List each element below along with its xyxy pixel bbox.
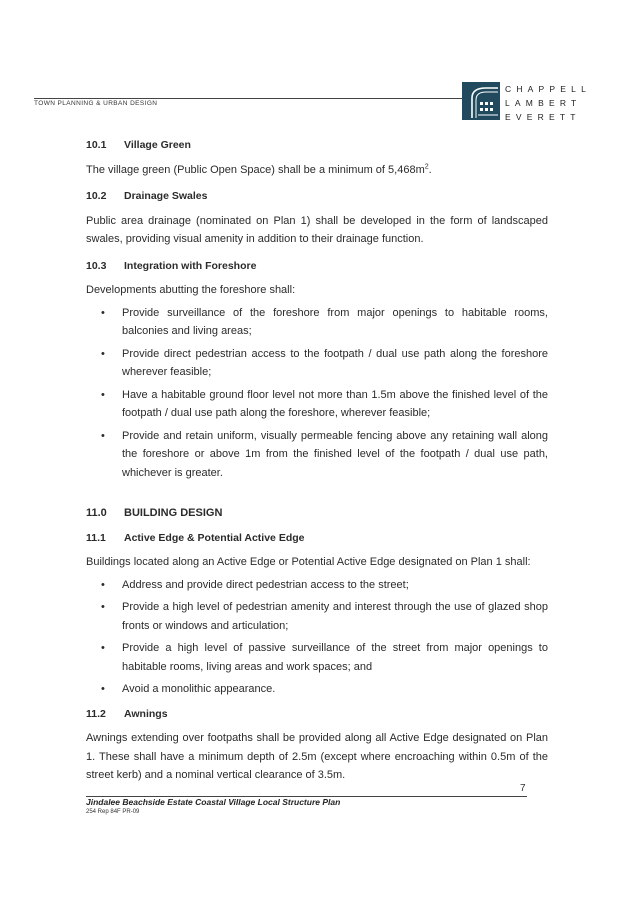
list-item: • Provide and retain uniform, visually permeable fencing above any retaining wall along the foreshore or above 1m from the finished level of the footpath / dual use path, whichever is greater. xyxy=(86,427,548,483)
section-title: Active Edge & Potential Active Edge xyxy=(124,531,305,544)
paragraph-awnings: Awnings extending over footpaths shall be provided along all Active Edge designated on Plan 1. These shall have a minimum depth of 2.5m (except where encroaching within 0.5m of the street kerb) and a nominal vertical clearance of 3.5m. xyxy=(86,732,548,781)
section-number: 11.0 xyxy=(86,507,107,519)
paragraph-text: The village green (Public Open Space) shall be a minimum of 5,468m xyxy=(86,163,425,176)
section-number: 10.3 xyxy=(86,259,107,272)
section-title: Village Green xyxy=(124,139,191,151)
list-item: • Provide a high level of passive surveillance of the street from major openings to habitable rooms, living areas and work spaces; and xyxy=(86,639,548,676)
section-title: Integration with Foreshore xyxy=(124,259,257,272)
brand-line-1: CHAPPELL xyxy=(505,84,592,94)
section-heading-10-1 xyxy=(86,136,548,155)
paragraph-foreshore-intro: Developments abutting the foreshore shall: xyxy=(86,284,296,296)
page-number: 7 xyxy=(520,783,526,794)
footer-reference: 254 Rep 84F PR-09 xyxy=(86,809,140,815)
section-number: 10.2 xyxy=(86,190,107,202)
section-heading-10-3 xyxy=(86,257,548,276)
list-item: • Provide direct pedestrian access to the footpath / dual use path along the foreshore wherever feasible; xyxy=(86,345,548,382)
section-number: 11.2 xyxy=(86,707,106,720)
section-heading-11-2 xyxy=(86,705,548,724)
section-heading-11-0 xyxy=(86,504,548,523)
brand-name xyxy=(505,82,591,124)
paragraph-active-edge-intro: Buildings located along an Active Edge or Potential Active Edge designated on Plan 1 shall: xyxy=(86,556,531,568)
list-item: • Avoid a monolithic appearance. xyxy=(86,680,548,699)
section-number: 11.1 xyxy=(86,531,106,544)
foreshore-list xyxy=(86,304,548,483)
document-body xyxy=(86,136,548,793)
section-title: BUILDING DESIGN xyxy=(124,507,223,519)
list-item: • Provide a high level of pedestrian amenity and interest through the use of glazed shop fronts or windows and articulation; xyxy=(86,598,548,635)
section-heading-11-1 xyxy=(86,529,548,548)
paragraph-drainage-swales: Public area drainage (nominated on Plan 1) shall be developed in the form of landscaped swales, providing visual amenity in addition to their drainage function. xyxy=(86,214,548,245)
section-title: Drainage Swales xyxy=(124,190,208,202)
active-edge-list xyxy=(86,576,548,699)
list-item: • Provide surveillance of the foreshore from major openings to habitable rooms, balconies and living areas; xyxy=(86,304,548,341)
paragraph-village-green xyxy=(86,161,548,180)
paragraph-text-end: . xyxy=(428,163,432,176)
header-rule xyxy=(34,98,464,99)
brand-line-3: EVERETT xyxy=(505,112,581,122)
superscript: 2 xyxy=(424,162,429,170)
building-logo-icon xyxy=(462,82,500,120)
list-item: • Have a habitable ground floor level not more than 1.5m above the finished level of the footpath / dual use path along the foreshore, wherever feasible; xyxy=(86,386,548,423)
section-number: 10.1 xyxy=(86,139,107,151)
list-item: • Address and provide direct pedestrian access to the street; xyxy=(86,576,548,595)
section-title: Awnings xyxy=(124,707,168,720)
footer-title: Jindalee Beachside Estate Coastal Village Local Structure Plan xyxy=(86,797,341,807)
department-label: TOWN PLANNING & URBAN DESIGN xyxy=(34,100,158,107)
brand-line-2: LAMBERT xyxy=(505,98,582,108)
section-heading-10-2 xyxy=(86,187,548,206)
